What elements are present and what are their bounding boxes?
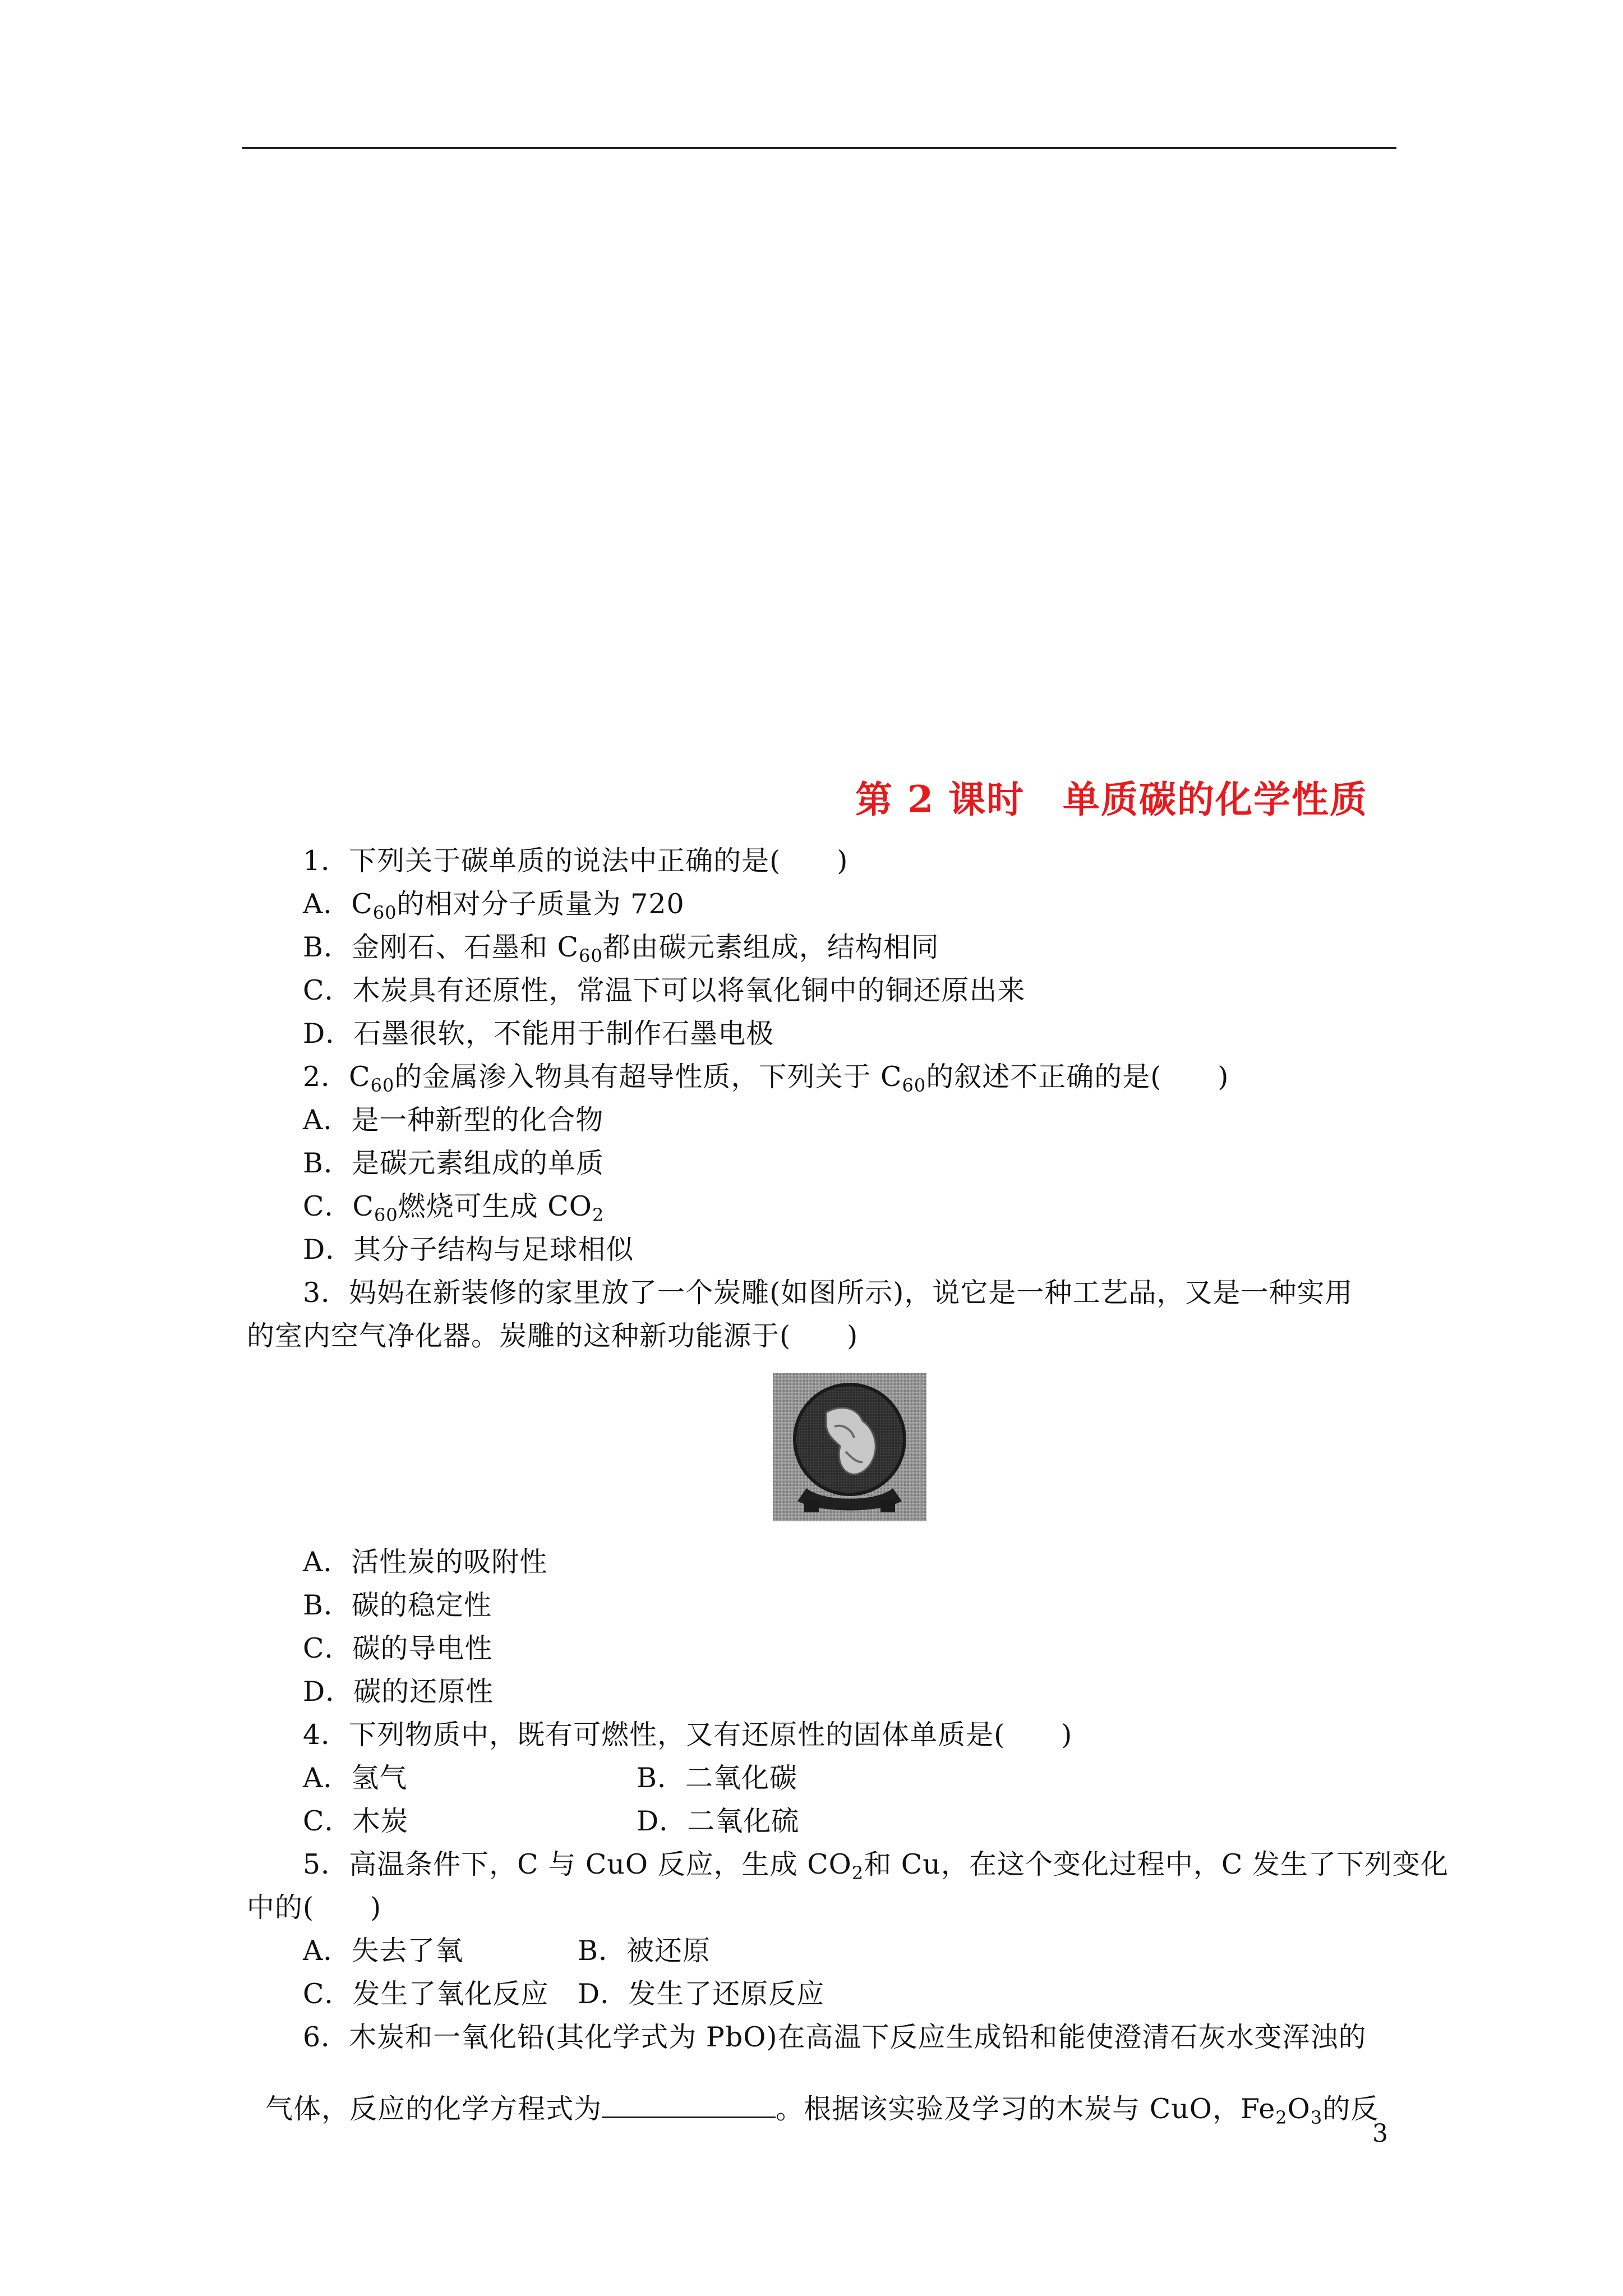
q1-option-d: D．石墨很软，不能用于制作石墨电极 [303,1018,774,1050]
q3-stem-line2: 的室内空气净化器。炭雕的这种新功能源于( ) [247,1320,859,1352]
q1-option-b: B．金刚石、石墨和 $C_{60}$都由碳元素组成，结构相同 [303,931,939,967]
q5-stem-line1: 5．高温条件下，C 与 CuO 反应，生成 $CO_2$和 Cu，在这个变化过程中，C 发生了下列变化 [303,1848,1449,1884]
page-number: 3 [1372,2119,1388,2148]
q6-line2-part-a: 气体，反应的化学方程式为 [265,2093,602,2125]
section-title: 第 2 课时 单质碳的化学性质 [855,777,1368,821]
q2-option-b: B．是碳元素组成的单质 [303,1147,605,1179]
q5-stem-line2: 中的( ) [247,1892,382,1924]
q2-stem: 2．$C_{60}$的金属渗入物具有超导性质，下列关于 $C_{60}$的叙述不正确的是( ) [303,1061,1229,1096]
q4-option-c: C．木炭 [303,1805,409,1837]
q5-option-c: C．发生了氧化反应 [303,1978,549,2010]
q4-option-d: D．二氧化硫 [637,1805,800,1837]
q4-option-a: A．氢气 [303,1762,408,1794]
q6-stem-line1: 6．木炭和一氧化铅(其化学式为 PbO)在高温下反应生成铅和能使澄清石灰水变浑浊的 [303,2021,1367,2053]
header-rule [242,147,1396,149]
q1-option-a: A．$C_{60}$的相对分子质量为 720 [303,888,685,923]
q3-option-d: D．碳的还原性 [303,1676,494,1708]
q5-option-a: A．失去了氧 [303,1935,464,1967]
q3-option-a: A．活性炭的吸附性 [303,1546,548,1578]
q2-option-d: D．其分子结构与足球相似 [303,1234,634,1266]
q6-stem-line2 [247,2067,1379,2128]
q3-option-c: C．碳的导电性 [303,1632,493,1664]
q2-option-c: C．$C_{60}$燃烧可生成 $CO_2$ [303,1190,605,1226]
q3-stem-line1: 3．妈妈在新装修的家里放了一个炭雕(如图所示)，说它是一种工艺品，又是一种实用 [303,1277,1353,1309]
q3-option-b: B．碳的稳定性 [303,1589,492,1621]
q6-line2-part-b: 。根据该实验及学习的木炭与 CuO，$Fe_2O_3$的反 [776,2093,1379,2128]
q5-option-b: B．被还原 [578,1935,711,1967]
carbon-sculpture-image [773,1373,926,1521]
q4-option-b: B．二氧化碳 [637,1762,798,1794]
q5-option-d: D．发生了还原反应 [578,1978,825,2010]
answer-blank[interactable] [602,2094,776,2118]
q1-stem: 1．下列关于碳单质的说法中正确的是( ) [303,845,849,877]
q1-option-c: C．木炭具有还原性，常温下可以将氧化铜中的铜还原出来 [303,974,1026,1006]
q2-option-a: A．是一种新型的化合物 [303,1104,604,1136]
q4-stem: 4．下列物质中，既有可燃性，又有还原性的固体单质是( ) [303,1719,1073,1751]
